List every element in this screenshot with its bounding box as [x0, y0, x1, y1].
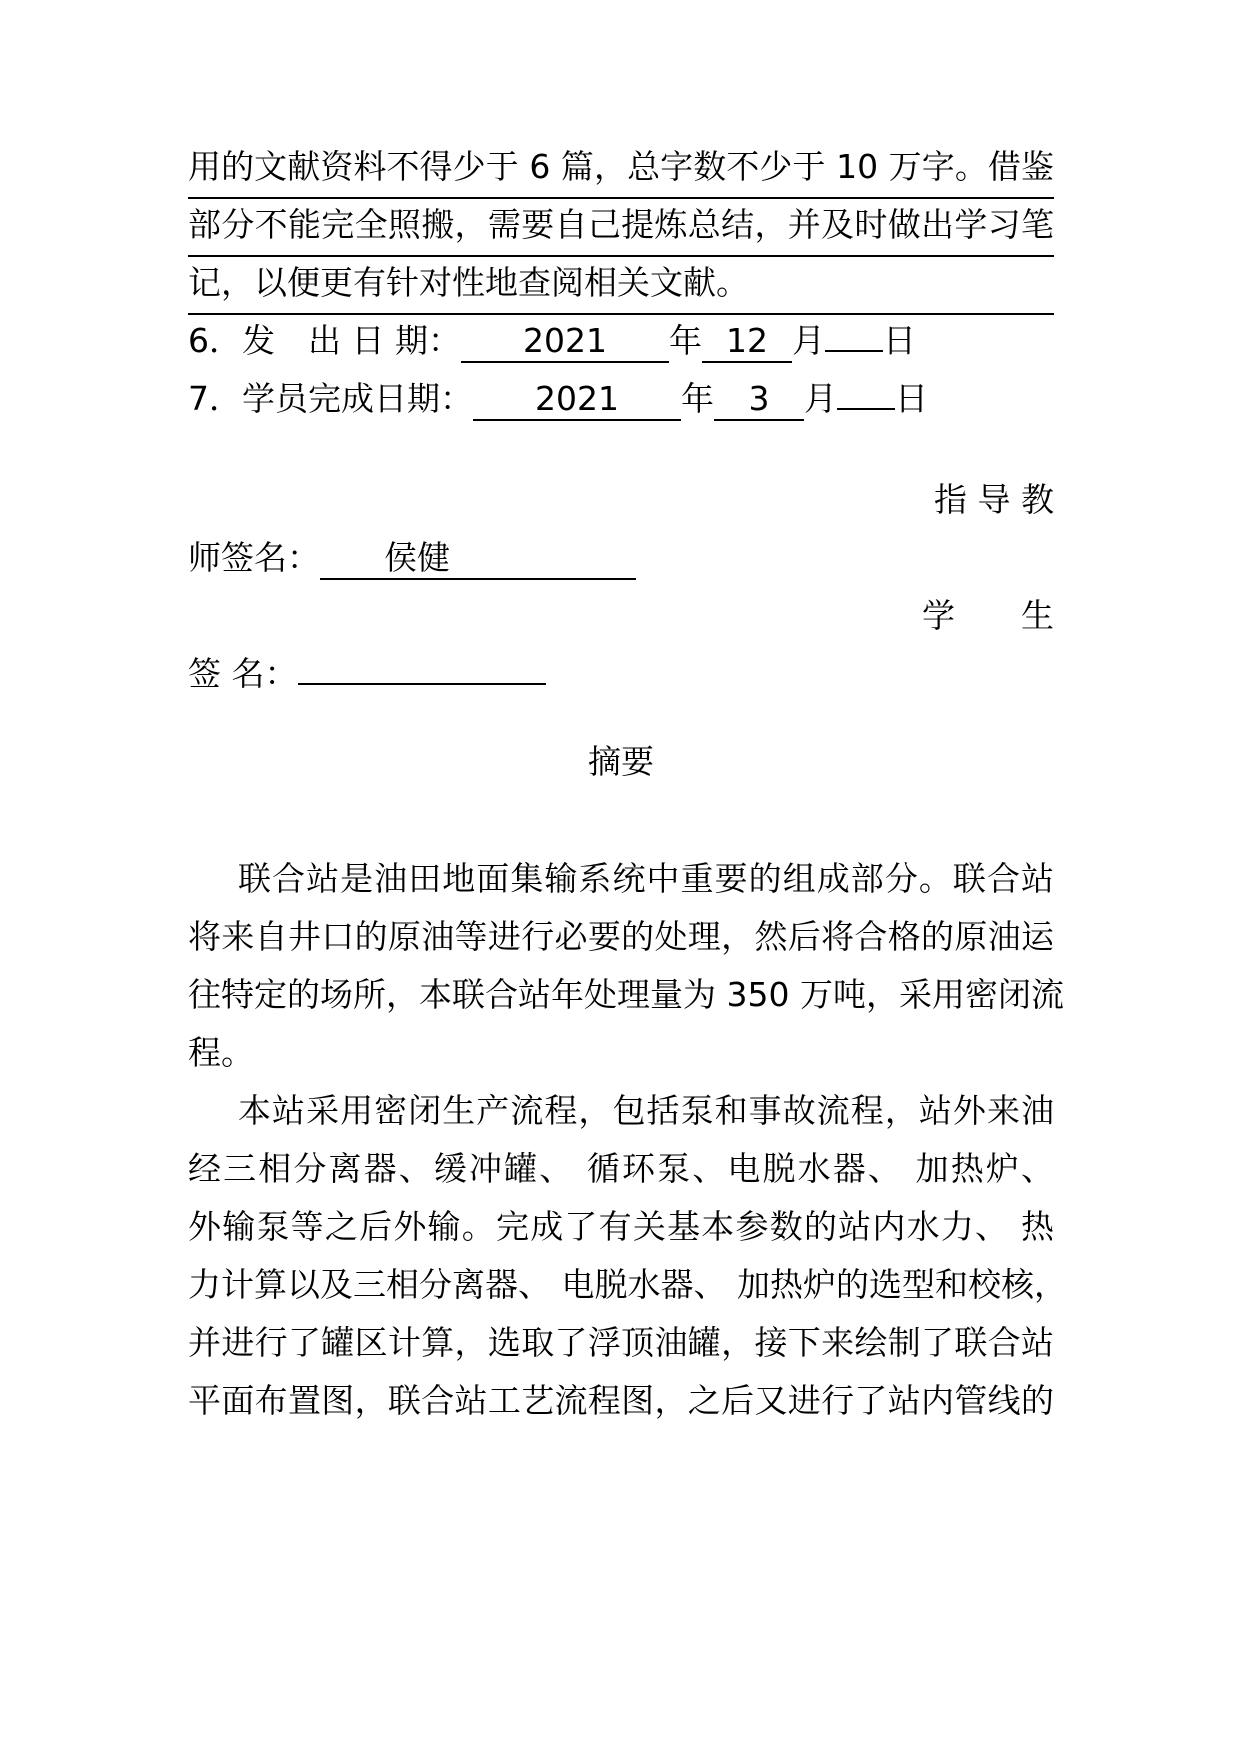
- complete-month-unit: 月: [804, 379, 837, 418]
- issue-date-row: [188, 309, 1054, 373]
- issue-year-unit: 年: [668, 321, 702, 360]
- intro-line-1: 用的文献资料不得少于 6 篇，总字数不少于 10 万字。借鉴: [188, 135, 1054, 199]
- teacher-sig-row: [188, 526, 1054, 590]
- issue-month-field: 12: [702, 321, 792, 363]
- student-sig-field: [298, 643, 546, 685]
- abstract-p2-line-5: 并进行了罐区计算，选取了浮顶油罐，接下来绘制了联合站: [188, 1323, 1054, 1362]
- abstract-p2-line-6: 平面布置图，联合站工艺流程图，之后又进行了站内管线的: [188, 1381, 1054, 1420]
- intro-line-3: 记，以便更有针对性地查阅相关文献。: [188, 251, 1054, 315]
- abstract-p1-line-2: 将来自井口的原油等进行必要的处理，然后将合格的原油运: [188, 917, 1054, 956]
- issue-month-unit: 月: [791, 321, 825, 360]
- complete-date-label: 7．学员完成日期：: [188, 379, 473, 418]
- complete-day-unit: 日: [895, 379, 928, 418]
- issue-year-field: 2021: [461, 321, 669, 363]
- student-sig-row: [188, 642, 1054, 706]
- teacher-sig-value: 侯健: [384, 538, 450, 577]
- complete-year-field: 2021: [473, 379, 681, 421]
- teacher-sig-field: [320, 538, 636, 580]
- abstract-p1-line-1: 联合站是油田地面集输系统中重要的组成部分。联合站: [238, 859, 1054, 898]
- student-sig-label-part2: 签 名：: [188, 654, 298, 693]
- abstract-p2-line-4: 力计算以及三相分离器、 电脱水器、 加热炉的选型和校核，: [188, 1265, 1067, 1304]
- complete-date-row: [188, 367, 1054, 431]
- complete-day-field: [837, 368, 895, 410]
- teacher-sig-label-part2: 师签名：: [188, 538, 320, 577]
- student-sig-label-part1: 学 生: [922, 596, 1054, 635]
- intro-line-2: 部分不能完全照搬，需要自己提炼总结，并及时做出学习笔: [188, 193, 1054, 257]
- complete-year-unit: 年: [681, 379, 714, 418]
- abstract-p2-line-2: 经三相分离器、缓冲罐、 循环泵、电脱水器、 加热炉、: [188, 1149, 1054, 1188]
- abstract-p1-line-4: 程。: [188, 1033, 254, 1072]
- complete-month-field: 3: [714, 379, 804, 421]
- issue-day-field: [825, 310, 883, 352]
- issue-date-label: 6．发 出 日 期：: [188, 321, 461, 360]
- abstract-p2-line-3: 外输泵等之后外输。完成了有关基本参数的站内水力、 热: [188, 1207, 1054, 1246]
- abstract-title: 摘要: [588, 742, 654, 781]
- issue-day-unit: 日: [882, 321, 916, 360]
- abstract-p2-line-1: 本站采用密闭生产流程，包括泵和事故流程，站外来油: [238, 1091, 1054, 1130]
- abstract-p1-line-3: 往特定的场所，本联合站年处理量为 350 万吨，采用密闭流: [188, 975, 1064, 1014]
- teacher-sig-label-part1: 指 导 教: [934, 480, 1054, 519]
